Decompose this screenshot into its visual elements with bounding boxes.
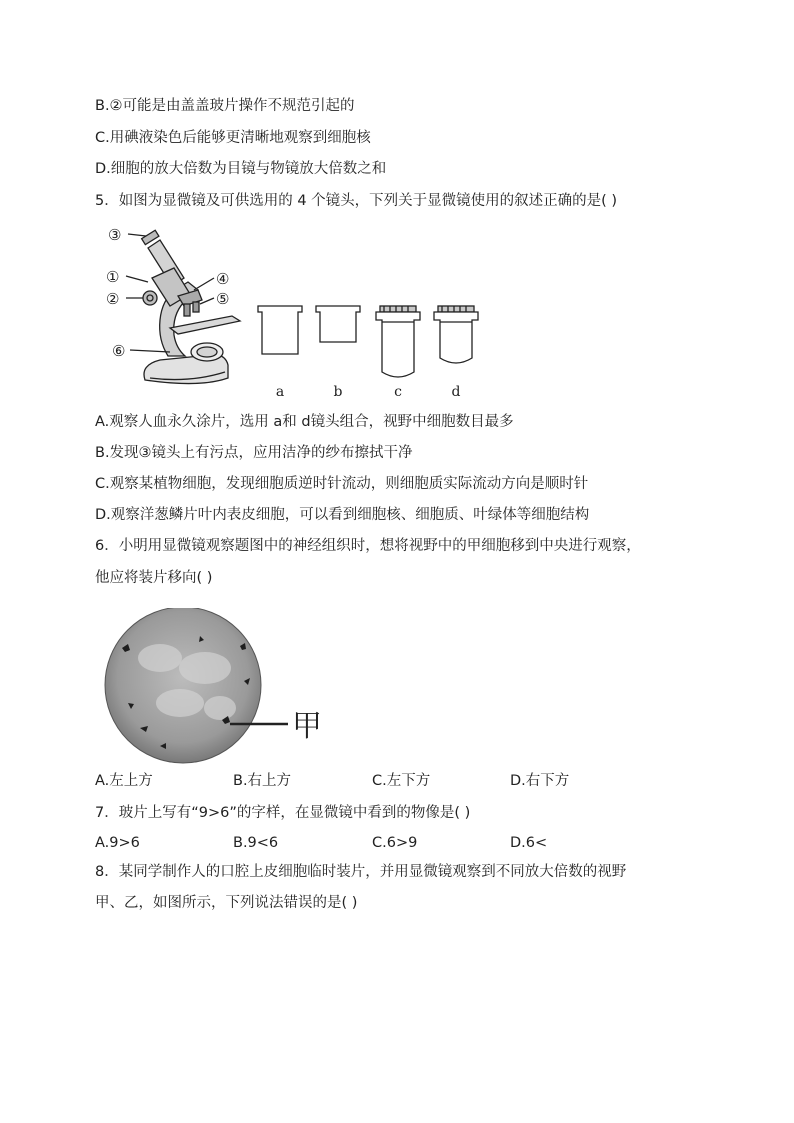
part-label-4: ④ xyxy=(216,270,230,288)
q6-stem-line2: 他应将装片移向( ) xyxy=(95,570,213,586)
q8-stem-line1: 8．某同学制作人的口腔上皮细胞临时装片，并用显微镜观察到不同放大倍数的视野 xyxy=(95,864,627,880)
q5-option-d: D.观察洋葱鳞片叶内表皮细胞，可以看到细胞核、细胞质、叶绿体等细胞结构 xyxy=(95,507,590,523)
part-label-3: ③ xyxy=(108,226,122,244)
q5-stem: 5．如图为显微镜及可供选用的 4 个镜头，下列关于显微镜使用的叙述正确的是( ) xyxy=(95,193,618,209)
lens-label-b: b xyxy=(333,384,343,400)
lens-label-d: d xyxy=(451,384,461,400)
q7-option-d: D.6< xyxy=(510,835,548,851)
q8-stem-line2: 甲、乙，如图所示，下列说法错误的是( ) xyxy=(95,895,358,911)
q4-option-b: B.②可能是由盖盖玻片操作不规范引起的 xyxy=(95,98,355,114)
q5-option-c: C.观察某植物细胞，发现细胞质逆时针流动，则细胞质实际流动方向是顺时针 xyxy=(95,476,589,492)
q5-option-a: A.观察人血永久涂片，选用 a和 d镜头组合，视野中细胞数目最多 xyxy=(95,414,514,430)
part-label-6: ⑥ xyxy=(112,342,126,360)
q6-option-a: A.左上方 xyxy=(95,773,153,789)
figure-label-jia: 甲 xyxy=(292,709,322,744)
q4-option-d: D.细胞的放大倍数为目镜与物镜放大倍数之和 xyxy=(95,161,387,177)
part-label-2: ② xyxy=(106,290,120,308)
q6-option-d: D.右下方 xyxy=(510,773,570,789)
lens-label-a: a xyxy=(275,384,285,400)
part-label-1: ① xyxy=(106,268,120,286)
part-label-5: ⑤ xyxy=(216,290,230,308)
microscope-figure xyxy=(100,220,490,400)
q6-option-b: B.右上方 xyxy=(233,773,292,789)
q5-option-b: B.发现③镜头上有污点，应用洁净的纱布擦拭干净 xyxy=(95,445,413,461)
q7-stem: 7．玻片上写有“9>6”的字样，在显微镜中看到的物像是( ) xyxy=(95,805,471,821)
q7-option-b: B.9<6 xyxy=(233,835,279,851)
q6-option-c: C.左下方 xyxy=(372,773,431,789)
q4-option-c: C.用碘液染色后能够更清晰地观察到细胞核 xyxy=(95,130,371,146)
q6-stem-line1: 6．小明用显微镜观察题图中的神经组织时，想将视野中的甲细胞移到中央进行观察， xyxy=(95,538,641,554)
lens-label-c: c xyxy=(394,384,402,400)
q7-option-c: C.6>9 xyxy=(372,835,418,851)
q7-option-a: A.9>6 xyxy=(95,835,140,851)
nerve-tissue-figure xyxy=(100,608,340,764)
